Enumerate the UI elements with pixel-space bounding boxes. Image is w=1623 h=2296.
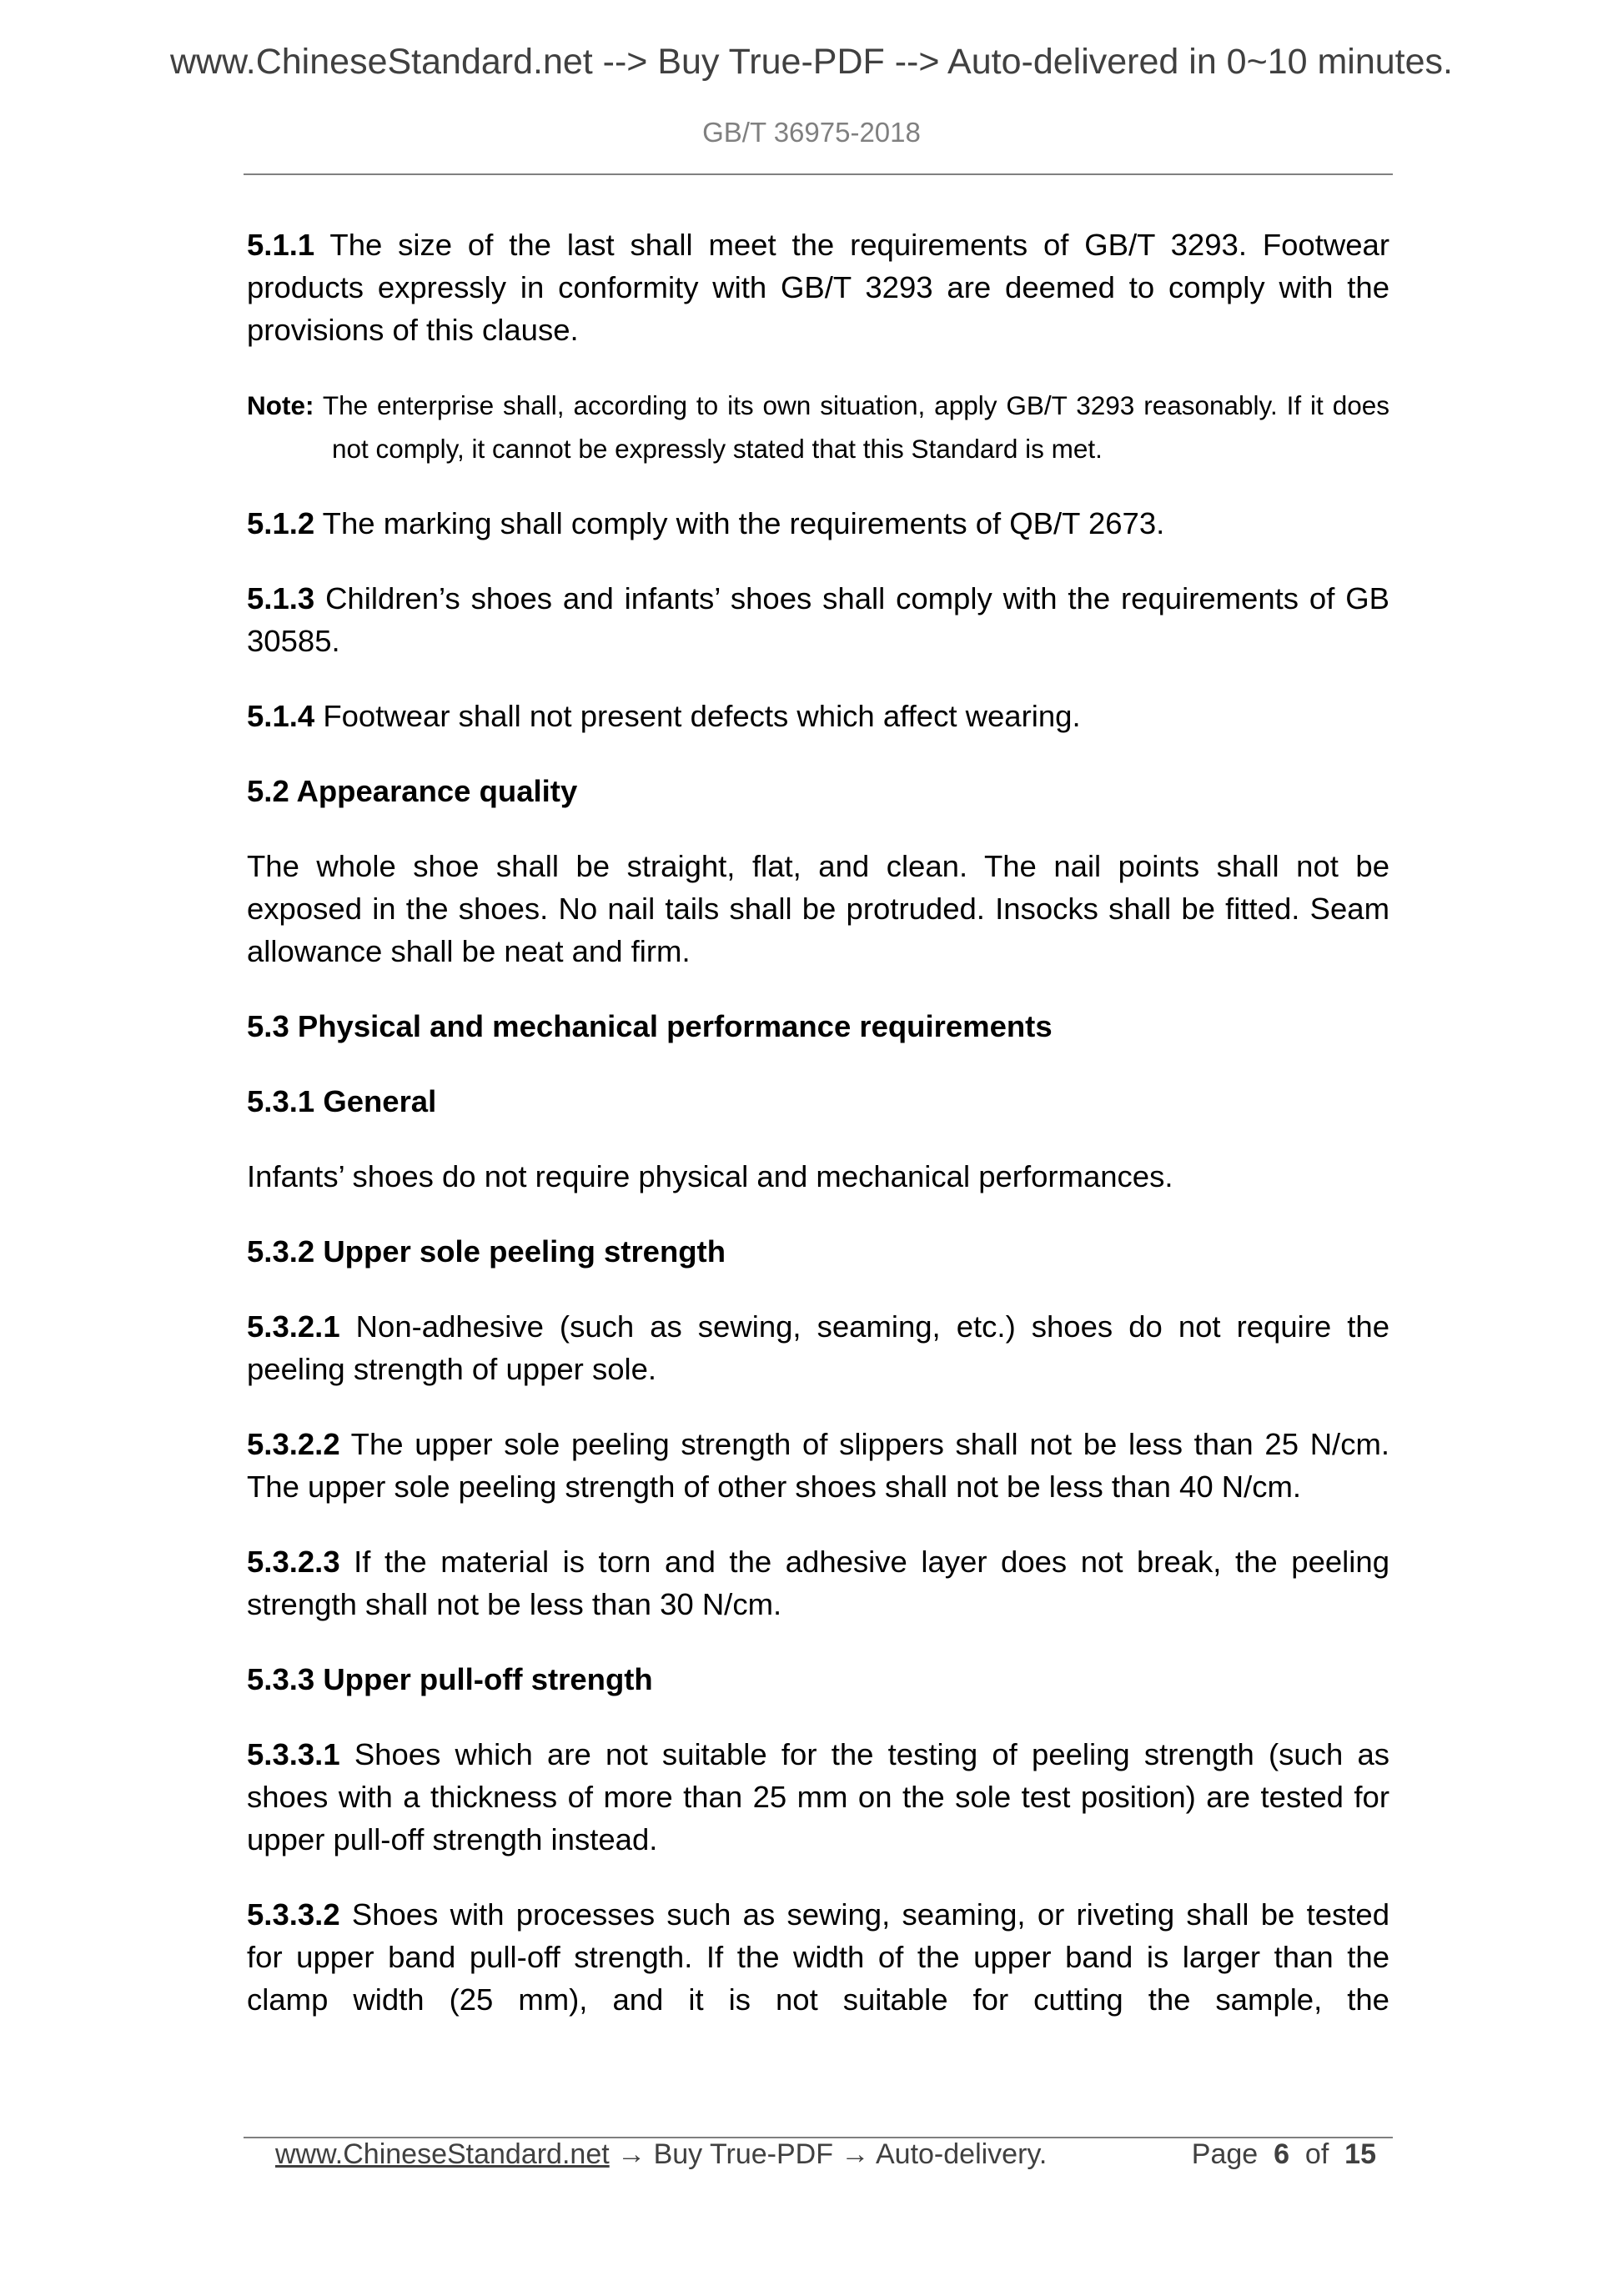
clause-number: 5.3.2.2 (247, 1427, 340, 1461)
clause-5-3-3-2 (247, 1893, 1389, 2021)
document-code: GB/T 36975-2018 (702, 117, 921, 148)
clause-number: 5.3.3.1 (247, 1737, 340, 1771)
paragraph-general: Infants’ shoes do not require physical and mechanical performances. (247, 1159, 1173, 1193)
top-banner: www.ChineseStandard.net --> Buy True-PDF --> Auto-delivered in 0~10 minutes. (169, 42, 1453, 82)
clause-number: 5.3.2.3 (247, 1545, 340, 1579)
clause-number: 5.3.2.1 (247, 1309, 340, 1344)
page-number (1192, 2138, 1376, 2171)
clause-text: The upper sole peeling strength of slippers shall not be less than 25 N/cm. The upper sole peeling strength of other shoes shall not be less than 40 N/cm. (247, 1427, 1389, 1504)
clause-5-3-2-2 (247, 1423, 1389, 1508)
clause-text: Footwear shall not present defects which affect wearing. (314, 699, 1081, 733)
clause-text: If the material is torn and the adhesive layer does not break, the peeling strength shall not be less than 30 N/cm. (247, 1545, 1389, 1621)
clause-5-3-2-1 (247, 1305, 1389, 1390)
footer-link[interactable]: www.ChineseStandard.net (275, 2138, 610, 2170)
section-heading-5-3-2: 5.3.2 Upper sole peeling strength (247, 1234, 726, 1269)
note-text: The enterprise shall, according to its own situation, apply GB/T 3293 reasonably. If it does not comply, it cannot be expressly stated that this Standard is met. (314, 390, 1389, 464)
clause-5-3-2-3 (247, 1540, 1389, 1625)
section-heading-5-3: 5.3 Physical and mechanical performance requirements (247, 1009, 1053, 1043)
clause-number: 5.1.3 (247, 581, 315, 615)
of-label: of (1304, 2138, 1329, 2170)
footer-text: → Buy True-PDF → Auto-delivery. (609, 2138, 1048, 2170)
section-heading-5-3-1: 5.3.1 General (247, 1084, 437, 1118)
clause-5-3-3-1 (247, 1733, 1389, 1861)
clause-number: 5.1.2 (247, 506, 315, 540)
clause-5-1-2 (247, 502, 1389, 545)
current-page: 6 (1274, 2138, 1289, 2170)
clause-text: Children’s shoes and infants’ shoes shall comply with the requirements of GB 30585. (247, 581, 1389, 658)
clause-text: Shoes which are not suitable for the testing of peeling strength (such as shoes with a thickness of more than 25 mm on the sole test position) are tested for upper pull-off strength instead. (247, 1737, 1389, 1856)
clause-5-1-4 (247, 695, 1389, 737)
header-divider (244, 173, 1393, 175)
note-label: Note: (247, 390, 314, 420)
clause-number: 5.1.4 (247, 699, 315, 733)
clause-text: Non-adhesive (such as sewing, seaming, etc.) shoes do not require the peeling strength of upper sole. (247, 1309, 1389, 1386)
clause-5-1-1 (247, 224, 1389, 351)
total-pages: 15 (1344, 2138, 1376, 2170)
page-label: Page (1191, 2138, 1259, 2170)
section-heading-5-2: 5.2 Appearance quality (247, 774, 578, 808)
clause-text: Shoes with processes such as sewing, seaming, or riveting shall be tested for upper band pull-off strength. If the width of the upper band is larger than the clamp width (25 mm), and it is not suitable for cutting the sample, the (247, 1897, 1389, 2017)
clause-number: 5.3.3.2 (247, 1897, 340, 1932)
section-heading-5-3-3: 5.3.3 Upper pull-off strength (247, 1662, 653, 1696)
footer-promo (275, 2138, 1047, 2171)
paragraph-appearance: The whole shoe shall be straight, flat, and clean. The nail points shall not be exposed in the shoes. No nail tails shall be protruded. Insocks shall be fitted. Seam allowance shall be neat and firm. (247, 849, 1389, 968)
document-body (247, 224, 1389, 2053)
clause-number: 5.1.1 (247, 228, 315, 262)
clause-text: The marking shall comply with the requirements of QB/T 2673. (314, 506, 1165, 540)
clause-text: The size of the last shall meet the requirements of GB/T 3293. Footwear products expressly in conformity with GB/T 3293 are deemed to comply with the provisions of this clause. (247, 228, 1389, 347)
page-footer (275, 2138, 1376, 2171)
clause-5-1-3 (247, 577, 1389, 662)
note (247, 384, 1389, 470)
